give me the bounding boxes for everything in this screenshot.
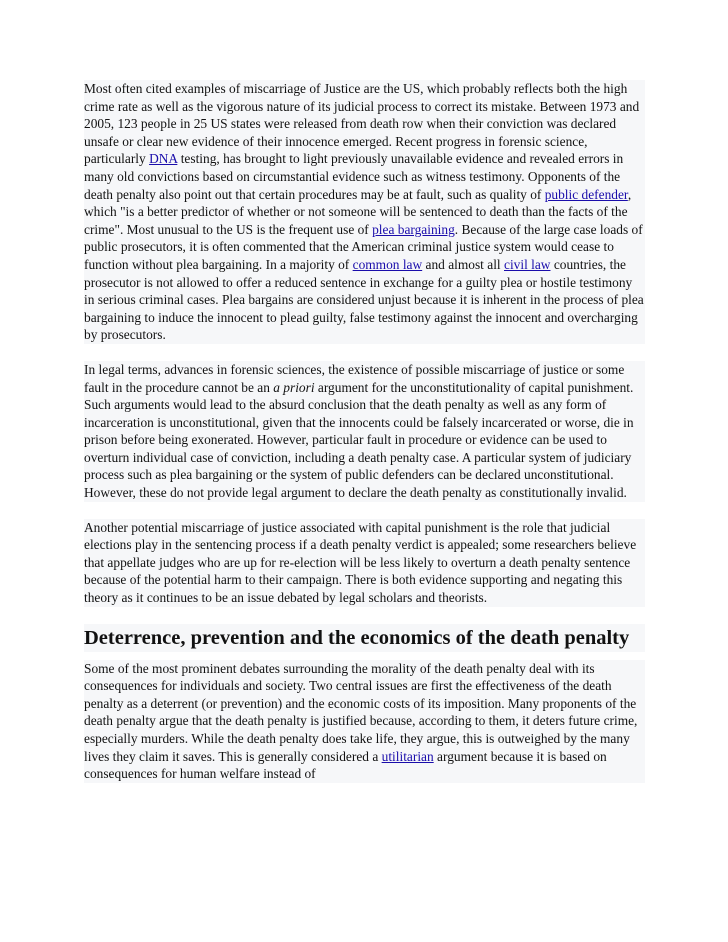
paragraph-text: In legal terms, advances in forensic sciences, the existence of possible miscarriage of justice or some fault in the procedure cannot be an [84,361,625,395]
section-heading: Deterrence, prevention and the economics of the death penalty [84,624,645,652]
paragraph-text: Some of the most prominent debates surrounding the morality of the death penalty deal with its consequences for individuals and society. Two central issues are first the effectiveness of the death penalty as a deterrent (or prevention) and the economic costs of its imposition. Many proponents of the death penalty argue that the death penalty is justified because, according to them, it deters future crime, especially murders. While the death penalty does take life, they argue, this is outweighed by the many lives they claim it saves. This is generally considered a [84,660,638,764]
document-body [84,80,645,783]
paragraph-text: Most often cited examples of miscarriage of Justice are the US, which probably reflects both the high crime rate as well as the vigorous nature of its judicial process to correct its mistake. Between 1973 and 2005, 123 people in 25 US states were released from death row when their conviction was declared unsafe or clear new evidence of their innocence emerged. Recent progress in forensic science, particularly [84,81,640,167]
paragraph-miscarriage-examples [84,80,645,344]
paragraph-text: and almost all [422,256,504,272]
link-public-defender[interactable]: public defender [544,186,628,202]
link-civil-law[interactable]: civil law [504,256,551,272]
paragraph-deterrence [84,660,645,783]
paragraph-text: countries, the prosecutor is not allowed to offer a reduced sentence in exchange for a guilty plea or hostile testimony in serious criminal cases. Plea bargains are considered unjust because it is inherent in the process of plea bargaining to induce the innocent to plead guilty, false testimony against the innocent and overcharging by prosecutors. [84,256,644,343]
paragraph-text: argument because it is based on consequences for human welfare instead of [84,748,607,782]
paragraph-text: testing, has brought to light previously unavailable evidence and revealed errors in many old convictions based on circumstantial evidence such as witness testimony. Opponents of the death penalty also point out that certain procedures may be at fault, such as quality of [84,151,624,202]
paragraph-text: argument for the unconstitutionality of capital punishment. Such arguments would lead to the absurd conclusion that the death penalty as well as any form of incarceration is unconstitutional, given that the innocents could be falsely incarcerated or worse, die in prison before being exonerated. However, particular fault in procedure or evidence can be used to overturn individual case of conviction, including a death penalty case. A particular system of judiciary process such as plea bargaining or the system of public defenders can be declared unconstitutional. However, these do not provide legal argument to declare the death penalty as constitutionally invalid. [84,379,634,501]
emphasis-a-priori: a priori [273,379,315,395]
paragraph-text: Another potential miscarriage of justice associated with capital punishment is the role that judicial elections play in the sentencing process if a death penalty verdict is appealed; some researchers believe that appellate judges who are up for re-election will be less likely to overturn a death penalty sentence because of the potential harm to their campaign. There is both evidence supporting and negating this theory as it continues to be an issue debated by legal scholars and theorists. [84,519,637,606]
link-common-law[interactable]: common law [352,256,423,272]
paragraph-text: . Because of the large case loads of public prosecutors, it is often commented that the American criminal justice system would cease to function without plea bargaining. In a majority of [84,221,643,272]
paragraph-legal-terms [84,361,645,502]
paragraph-text: , which "is a better predictor of whether or not someone will be sentenced to death than the facts of the crime". Most unusual to the US is the frequent use of [84,186,632,237]
link-dna[interactable]: DNA [149,151,178,167]
link-plea-bargaining[interactable]: plea bargaining [372,221,455,237]
link-utilitarian[interactable]: utilitarian [381,748,434,764]
paragraph-judicial-elections [84,519,645,607]
